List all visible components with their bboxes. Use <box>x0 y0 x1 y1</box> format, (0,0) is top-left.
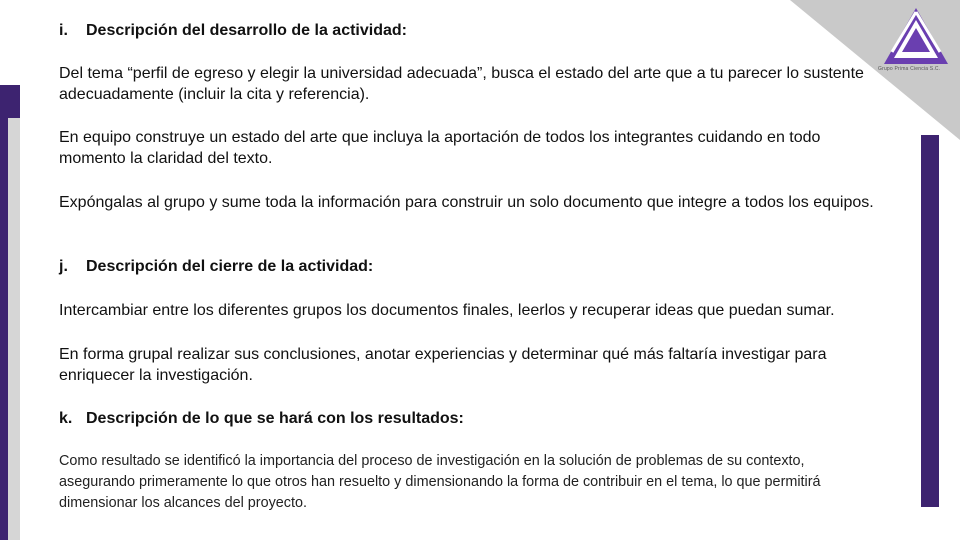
section-i-paragraph-2: En equipo construye un estado del arte que incluya la aportación de todos los integrantes cuidando en todo momento la claridad del texto. <box>59 129 821 167</box>
section-i-paragraph-3: Expóngalas al grupo y sume toda la información para construir un solo documento que integre a todos los equipos. <box>59 194 874 211</box>
right-accent-bar <box>921 135 939 507</box>
section-k-paragraph-1: Como resultado se identificó la importancia del proceso de investigación en la solución de problemas de su contexto, asegurando primeramente lo que otros han resuelto y dimensionando la forma de contribuir en el tema, lo que permitirá dimensionar los alcances del proyecto. <box>59 453 821 511</box>
left-gray-bar <box>8 118 20 540</box>
section-j-paragraph-1: Intercambiar entre los diferentes grupos los documentos finales, leerlos y recuperar ideas que puedan sumar. <box>59 302 835 319</box>
section-i-heading <box>59 21 407 41</box>
section-i-letter: i. <box>59 22 68 39</box>
logo-caption: Grupo Prima Ciencia S.C. <box>878 66 941 72</box>
section-j-title: Descripción del cierre de la actividad: <box>86 258 374 275</box>
section-j-letter: j. <box>59 258 68 275</box>
section-i-paragraph-1: Del tema “perfil de egreso y elegir la universidad adecuada”, busca el estado del arte que a tu parecer lo sustente adecuadamente (incluir la cita y referencia). <box>59 65 864 103</box>
section-i-title: Descripción del desarrollo de la actividad: <box>86 22 407 39</box>
section-j-heading <box>59 257 373 277</box>
section-k-letter: k. <box>59 410 73 427</box>
section-k-heading <box>59 409 464 429</box>
section-k-title: Descripción de lo que se hará con los resultados: <box>86 410 464 427</box>
section-j-paragraph-2: En forma grupal realizar sus conclusiones, anotar experiencias y determinar qué más faltaría investigar para enriquecer la investigación. <box>59 346 827 384</box>
